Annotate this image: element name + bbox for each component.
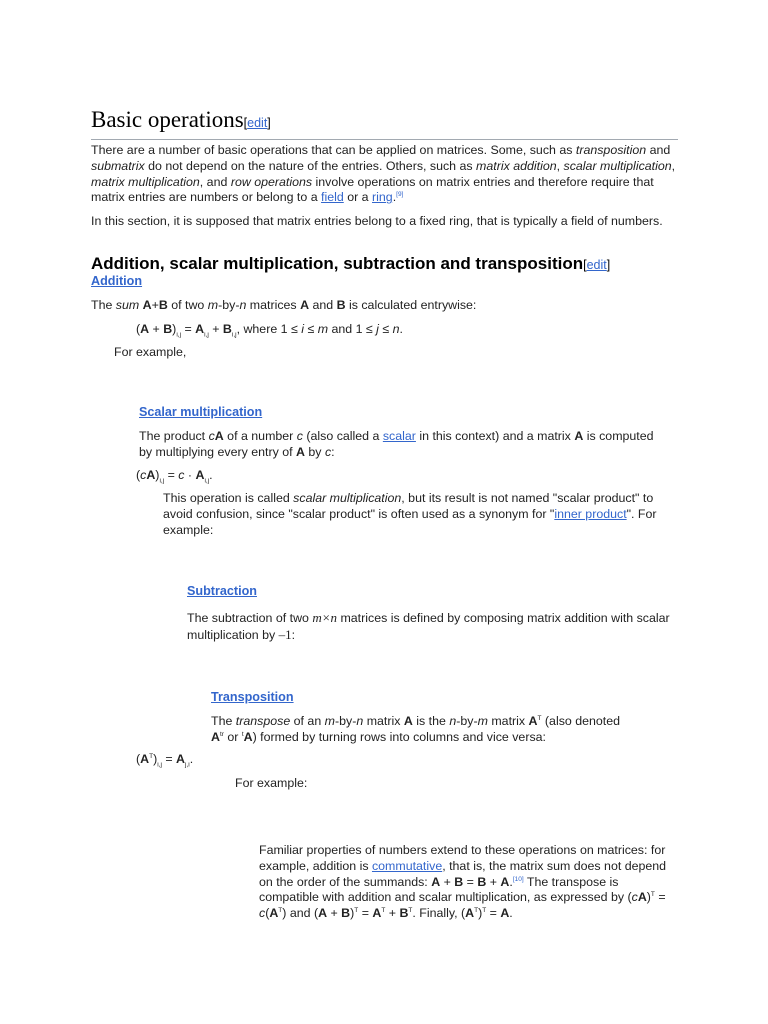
superscript-t: T — [408, 907, 413, 915]
math: = — [358, 906, 373, 921]
text-run: is the — [412, 714, 450, 728]
text-run: , that is, the matrix sum does not depend on the order of the summands: — [259, 858, 667, 889]
term-matrix-addition: matrix addition — [476, 158, 557, 173]
text-run: The — [91, 298, 116, 312]
section-heading — [91, 106, 678, 140]
matrix-a: A — [214, 429, 224, 443]
term-scalar-multiplication: scalar multiplication — [563, 158, 672, 173]
math: . — [209, 468, 213, 482]
text-run: is calculated entrywise: — [345, 298, 477, 312]
term-sum: sum — [115, 298, 140, 312]
text-run: The — [211, 714, 236, 728]
transposition-example-label: For example: — [235, 776, 308, 790]
scalar-formula — [136, 468, 213, 484]
reference-9-link[interactable]: [9] — [396, 191, 404, 199]
text-run: . — [509, 874, 513, 889]
var-c: c — [324, 444, 332, 459]
addition-example-label: For example, — [114, 345, 187, 359]
matrix-a: A — [431, 874, 441, 889]
matrix-a: A — [372, 906, 382, 921]
text-run: ) and ( — [282, 906, 319, 921]
ring-link[interactable]: ring — [372, 190, 393, 205]
superscript-t: T — [149, 752, 154, 760]
text-run: -by- — [335, 714, 357, 728]
text-run: or — [223, 729, 242, 744]
var-m-times-n: m×n — [312, 610, 338, 625]
var-m: m — [324, 714, 335, 728]
math: ( — [136, 752, 141, 766]
superscript-t: T — [381, 907, 386, 915]
var-c: c — [178, 468, 185, 482]
math: + — [149, 322, 164, 336]
text-run: is computed by multiplying every entry of — [139, 429, 654, 459]
text-run: (also denoted — [541, 714, 621, 728]
math: ) — [172, 322, 177, 336]
math: ) — [350, 906, 355, 921]
text-run: There are a number of basic operations that can be applied on matrices. Some, such as — [91, 143, 576, 157]
superscript-t: T — [474, 907, 479, 915]
math: . — [399, 322, 403, 336]
matrix-a: A — [142, 298, 152, 312]
reference-10-link[interactable]: [10] — [512, 875, 524, 883]
subsection-edit-bracket-open: [ — [583, 258, 587, 272]
matrix-b: B — [158, 298, 168, 312]
matrix-a: A — [403, 714, 413, 728]
scalar-note — [163, 491, 673, 538]
math: and 1 ≤ — [328, 322, 377, 336]
addition-text — [91, 298, 681, 314]
var-m: m — [317, 322, 329, 336]
text-run: ". For example: — [163, 506, 657, 537]
matrix-a: A — [146, 468, 156, 482]
text-run: -by- — [456, 714, 478, 728]
math: , where 1 ≤ — [236, 322, 302, 336]
subsection-edit-link[interactable]: edit — [586, 258, 607, 272]
var-c: c — [259, 906, 266, 921]
prefix-t: t — [241, 730, 244, 738]
matrix-b: B — [163, 322, 173, 336]
text-run: ) formed by turning rows into columns and vice versa: — [252, 729, 546, 744]
scalar-text — [139, 429, 659, 461]
matrix-b: B — [399, 906, 409, 921]
term-transpose: transpose — [235, 714, 291, 728]
matrix-a: A — [528, 714, 538, 728]
term-transposition: transposition — [575, 143, 647, 157]
var-c: c — [631, 890, 638, 905]
text-run: , — [671, 158, 676, 173]
matrix-a: A — [318, 906, 328, 921]
index-ij: i,j — [204, 477, 210, 485]
text-run: and — [646, 143, 671, 157]
math: ( — [136, 322, 141, 336]
matrix-b: B — [477, 874, 487, 889]
text-run: This operation is called — [163, 491, 294, 505]
text-run: . Finally, ( — [412, 906, 466, 921]
inner-product-link[interactable]: inner product — [554, 506, 627, 521]
section-edit-bracket-open: [ — [243, 116, 248, 130]
superscript-tr: tr — [219, 730, 224, 738]
text-run: do not depend on the nature of the entries. Others, such as — [144, 158, 477, 173]
math: ( — [136, 468, 141, 482]
index-ij: i,j — [159, 477, 165, 485]
addition-heading-link[interactable]: Addition — [91, 274, 143, 288]
transposition-text — [211, 714, 631, 746]
properties-paragraph — [259, 843, 679, 922]
matrix-a: A — [269, 906, 279, 921]
matrix-a: A — [500, 906, 510, 921]
math: ) — [153, 752, 158, 766]
commutative-link[interactable]: commutative — [371, 858, 443, 873]
subsection-edit-bracket-close: ] — [606, 258, 611, 272]
math: ) — [478, 906, 483, 921]
matrix-b: B — [454, 874, 464, 889]
var-n: n — [449, 714, 457, 728]
addition-formula — [136, 322, 403, 338]
transposition-formula — [136, 752, 193, 768]
term-scalar-multiplication: scalar multiplication — [293, 491, 402, 505]
section-title: Basic operations — [91, 107, 244, 132]
var-c: c — [140, 468, 147, 482]
text-run: , and — [199, 174, 231, 189]
matrix-a: A — [296, 444, 305, 459]
var-c: c — [208, 429, 215, 443]
math: ) — [646, 890, 651, 905]
matrix-b: B — [341, 906, 351, 921]
text-run: : — [291, 627, 296, 642]
math: + — [208, 322, 223, 336]
math: · — [184, 468, 196, 482]
term-submatrix: submatrix — [91, 158, 145, 173]
matrix-b: B — [336, 298, 346, 312]
matrix-a: A — [300, 298, 310, 312]
text-run: by — [304, 444, 325, 459]
math: ( — [265, 906, 270, 921]
index-ji: j,i — [185, 761, 190, 769]
text-run: of a number — [223, 429, 297, 443]
matrix-a: A — [140, 322, 150, 336]
text-run: The subtraction of two — [187, 611, 313, 625]
math: + — [385, 906, 400, 921]
index-ij: i,j — [231, 331, 237, 339]
transposition-heading-link[interactable]: Transposition — [211, 690, 294, 704]
text-run: matrix — [363, 714, 404, 728]
matrix-a: A — [465, 906, 475, 921]
superscript-t: T — [354, 907, 359, 915]
field-link[interactable]: field — [321, 190, 344, 205]
intro-paragraph-2: In this section, it is supposed that matrix entries belong to a fixed ring, that is typically a field of numbers. — [91, 214, 663, 228]
text-run: , — [556, 158, 564, 173]
term-row-operations: row operations — [230, 174, 313, 189]
text-run: of an — [290, 714, 325, 728]
math: . — [189, 752, 194, 766]
superscript-t: T — [650, 891, 655, 899]
var-c: c — [296, 429, 303, 443]
matrix-b: B — [222, 322, 232, 336]
text-run: The product — [139, 429, 209, 443]
section-edit-bracket-close: ] — [267, 116, 271, 130]
matrix-a: A — [243, 729, 253, 744]
matrix-a: A — [211, 729, 220, 744]
term-matrix-multiplication: matrix multiplication — [91, 174, 200, 189]
matrix-a: A — [574, 429, 584, 443]
math: ) — [155, 468, 160, 482]
math: = — [654, 890, 666, 905]
math: + — [440, 874, 455, 889]
text-run: . — [509, 906, 513, 921]
var-j: j — [376, 322, 379, 336]
intro-paragraph-1 — [91, 143, 685, 206]
text-run: . — [392, 190, 397, 205]
math: = — [161, 752, 177, 766]
superscript-t: T — [278, 907, 283, 915]
matrix-a: A — [195, 322, 205, 336]
text-run: matrices — [246, 298, 301, 312]
var-m: m — [207, 298, 219, 312]
subsection-title: Addition, scalar multiplication, subtraction and transposition — [91, 254, 584, 273]
text-run: or a — [343, 190, 373, 205]
var-n: n — [356, 714, 364, 728]
math: + — [486, 874, 501, 889]
text-run: -by- — [218, 298, 240, 312]
math: = — [486, 906, 501, 921]
text-run: The transpose is compatible with addition and scalar multiplication, as expressed by ( — [259, 874, 632, 905]
text-run: of two — [167, 298, 208, 312]
math: = — [164, 468, 179, 482]
matrix-a: A — [637, 890, 647, 905]
math: ≤ — [304, 322, 318, 336]
subsection-heading — [91, 254, 610, 275]
superscript-t: T — [482, 907, 487, 915]
scalar-link[interactable]: scalar — [382, 429, 416, 443]
index-ij: i,j — [157, 761, 162, 769]
math: + — [327, 906, 342, 921]
text-run: , but its result is not named "scalar product" to avoid confusion, since "scalar product" is often used as a synonym for " — [163, 491, 654, 521]
scalar-multiplication-heading-link[interactable]: Scalar multiplication — [139, 405, 263, 419]
text-run: and — [309, 298, 337, 312]
text-run: matrices is defined by composing matrix addition with scalar multiplication by — [187, 611, 670, 642]
math: ≤ — [378, 322, 393, 336]
section-edit-link[interactable]: edit — [247, 116, 268, 130]
subtraction-text — [187, 610, 677, 643]
text-run: + — [151, 298, 159, 312]
index-ij: i,j — [176, 331, 182, 339]
minus-one: –1 — [278, 626, 292, 642]
index-ij: i,j — [204, 331, 209, 339]
var-n: n — [392, 322, 400, 336]
text-run: involve operations on matrix entries and therefore require that matrix entries are numbers or belong to a — [91, 174, 654, 205]
matrix-a: A — [140, 752, 150, 766]
superscript-t: T — [537, 714, 542, 722]
text-run: in this context) and a matrix — [415, 429, 575, 443]
text-run: (also called a — [302, 429, 383, 443]
math: = — [181, 322, 196, 336]
var-i: i — [301, 322, 304, 336]
text-run: matrix — [487, 714, 529, 728]
math: = — [463, 874, 478, 889]
var-m: m — [477, 714, 488, 728]
matrix-a: A — [500, 874, 510, 889]
var-n: n — [239, 298, 247, 312]
text-run: Familiar properties of numbers extend to these operations on matrices: for example, addition is — [259, 843, 666, 873]
matrix-a: A — [195, 468, 205, 482]
subtraction-heading-link[interactable]: Subtraction — [187, 584, 257, 598]
matrix-a: A — [176, 752, 185, 766]
text-run: : — [331, 444, 335, 459]
